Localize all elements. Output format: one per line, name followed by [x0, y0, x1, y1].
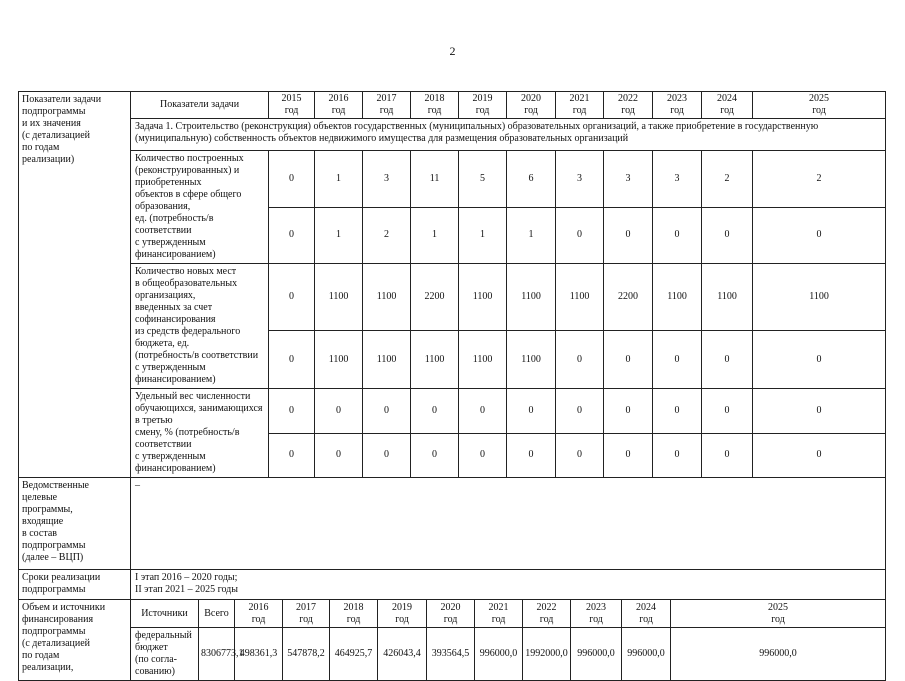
- indicator-value: 0: [702, 207, 753, 264]
- vcp-left-header-line: целевые: [22, 492, 58, 503]
- indicator-value: 0: [459, 433, 507, 478]
- year-header-cell: [753, 92, 886, 119]
- year-number: 2025: [768, 601, 789, 613]
- indicator-value: 0: [269, 207, 315, 264]
- funding-year-header: [235, 600, 283, 628]
- indicator-value: 0: [753, 331, 886, 389]
- table-row: [19, 119, 886, 151]
- year-word: год: [670, 105, 684, 116]
- indicator-value: 0: [556, 331, 604, 389]
- year-number: 2022: [618, 93, 639, 104]
- year-header-cell: [459, 92, 507, 119]
- indicator-value: 1100: [702, 264, 753, 331]
- indicator-label-line: ед. (потребность/в соответствии: [135, 213, 214, 236]
- funding-left-header-line: финансирования: [22, 614, 94, 625]
- year-number: 2016: [328, 93, 349, 104]
- year-word: год: [812, 105, 826, 116]
- funding-value: 464925,7: [330, 628, 378, 681]
- terms-value-line: II этап 2021 – 2025 годы: [135, 584, 238, 595]
- year-number: 2017: [296, 601, 317, 613]
- funding-value: 996000,0: [671, 628, 886, 681]
- year-number: 2024: [636, 601, 657, 613]
- vcp-left-header-line: Ведомственные: [22, 480, 89, 491]
- funding-left-header-line: Объем и источники: [22, 602, 106, 613]
- year-word: год: [299, 613, 313, 625]
- indicators-header: Показатели задачи: [131, 92, 269, 119]
- year-word: год: [639, 613, 653, 625]
- indicator-value: 0: [753, 433, 886, 478]
- indicator-value: 0: [753, 389, 886, 434]
- table-row: [19, 92, 886, 119]
- indicator-value: 6: [507, 151, 556, 208]
- year-word: год: [346, 613, 361, 625]
- year-number: 2021: [488, 601, 509, 613]
- indicator-value: 0: [702, 331, 753, 389]
- year-number: 2023: [667, 93, 688, 104]
- year-number: 2023: [586, 601, 607, 613]
- funding-left-header-line: (с детализацией: [22, 638, 91, 649]
- indicator-value: 0: [315, 389, 363, 434]
- funding-value: 393564,5: [427, 628, 475, 681]
- indicator-value: 0: [753, 207, 886, 264]
- funding-left-header-line: реализации,: [22, 662, 74, 673]
- year-number: 2025: [809, 93, 830, 104]
- year-header-cell: [315, 92, 363, 119]
- table-row: [19, 389, 886, 434]
- indicator-label-line: (реконструированных) и приобретенных: [135, 165, 240, 188]
- indicator-value: 0: [315, 433, 363, 478]
- year-number: 2015: [281, 93, 302, 104]
- indicator-value: 0: [604, 207, 653, 264]
- year-header-cell: [702, 92, 753, 119]
- indicator-value: 0: [702, 433, 753, 478]
- year-number: 2020: [440, 601, 461, 613]
- indicator-value: 1100: [753, 264, 886, 331]
- year-word: год: [251, 613, 266, 625]
- indicator-value: 1100: [363, 331, 411, 389]
- subprogram-passport-table: [18, 91, 886, 681]
- indicator-value: 0: [459, 389, 507, 434]
- indicator-value: 0: [269, 331, 315, 389]
- funding-source-label-line: федеральный: [135, 630, 192, 641]
- funding-source-label-line: сованию): [135, 666, 175, 677]
- indicator-value: 0: [269, 433, 315, 478]
- year-word: год: [524, 105, 538, 116]
- indicator-value: 0: [411, 433, 459, 478]
- indicators-left-header-line: Показатели задачи: [22, 94, 102, 105]
- page-number: 2: [449, 44, 456, 58]
- indicator-value: 0: [556, 207, 604, 264]
- year-header-cell: [507, 92, 556, 119]
- table-row: [19, 478, 886, 570]
- indicator-label-line: введенных за счет софинансирования: [135, 302, 216, 325]
- indicator-label-line: Удельный вес численности: [135, 391, 251, 402]
- year-header-cell: [411, 92, 459, 119]
- year-word: год: [395, 613, 409, 625]
- year-number: 2019: [392, 601, 413, 613]
- funding-year-header: [427, 600, 475, 628]
- funding-value: 1992000,0: [523, 628, 571, 681]
- indicator-value: 1100: [363, 264, 411, 331]
- year-word: год: [771, 613, 785, 625]
- table-row: [19, 151, 886, 208]
- indicator-value: 0: [653, 207, 702, 264]
- funding-total: 8306773,1: [199, 628, 235, 681]
- indicator-value: 1100: [459, 331, 507, 389]
- table-row: [19, 264, 886, 331]
- indicator-value: 0: [507, 389, 556, 434]
- task-text: Задача 1. Строительство (реконструкция) объектов государственных (муниципальных) образовательных организаций, а также приобретение в государственную (муниципальную) собственность объектов недвижимого имущества для размещения образовательных организаций: [131, 119, 886, 151]
- funding-value: 996000,0: [622, 628, 671, 681]
- indicator-label-line: объектов в сфере общего образования,: [135, 189, 242, 212]
- funding-year-header: [523, 600, 571, 628]
- year-word: год: [443, 613, 458, 625]
- funding-source-label: [131, 628, 199, 681]
- sources-header: Источники: [131, 600, 199, 628]
- vcp-left-header: [19, 478, 131, 570]
- indicator-label-line: смену, % (потребность/в соответствии: [135, 427, 240, 450]
- terms-left-header-line: Сроки реализации: [22, 572, 101, 583]
- year-number: 2016: [248, 601, 269, 613]
- indicator-value: 1: [411, 207, 459, 264]
- year-word: год: [589, 613, 603, 625]
- indicator-value: 3: [653, 151, 702, 208]
- year-number: 2018: [424, 93, 445, 104]
- funding-source-label-line: (по согла-: [135, 654, 177, 665]
- indicators-left-header-line: реализации): [22, 154, 75, 165]
- year-word: год: [475, 105, 490, 116]
- table-row: [19, 628, 886, 681]
- indicator-value: 3: [556, 151, 604, 208]
- indicator-value: 1100: [315, 264, 363, 331]
- funding-year-header: [622, 600, 671, 628]
- terms-left-header: [19, 570, 131, 600]
- indicator-value: 1100: [653, 264, 702, 331]
- indicator-value: 1: [459, 207, 507, 264]
- indicator-value: 11: [411, 151, 459, 208]
- indicator-value: 1100: [315, 331, 363, 389]
- indicator-value: 1100: [507, 331, 556, 389]
- indicator-label: [131, 264, 269, 389]
- indicator-value: 0: [269, 264, 315, 331]
- indicator-label: [131, 389, 269, 478]
- indicator-value: 0: [653, 331, 702, 389]
- vcp-left-header-line: подпрограммы: [22, 540, 86, 551]
- total-header: Всего: [199, 600, 235, 628]
- indicator-label-line: Количество новых мест: [135, 266, 237, 277]
- table-row: [19, 570, 886, 600]
- funding-year-header: [330, 600, 378, 628]
- vcp-left-header-line: в состав: [22, 528, 57, 539]
- indicator-value: 0: [653, 389, 702, 434]
- year-number: 2019: [472, 93, 493, 104]
- vcp-left-header-line: входящие: [22, 516, 64, 527]
- funding-left-header-line: подпрограммы: [22, 626, 86, 637]
- year-number: 2024: [717, 93, 738, 104]
- vcp-left-header-line: программы,: [22, 504, 73, 515]
- indicator-value: 1100: [507, 264, 556, 331]
- table-row: [19, 600, 886, 628]
- indicator-value: 0: [411, 389, 459, 434]
- funding-left-header-line: по годам: [22, 650, 60, 661]
- terms-value: [131, 570, 886, 600]
- indicator-value: 2: [363, 207, 411, 264]
- indicator-value: 0: [604, 433, 653, 478]
- year-word: год: [284, 105, 299, 116]
- funding-year-header: [571, 600, 622, 628]
- indicator-label-line: в общеобразовательных организациях,: [135, 278, 238, 301]
- indicators-left-header-line: (с детализацией: [22, 130, 91, 141]
- indicator-value: 0: [604, 331, 653, 389]
- funding-year-header: [378, 600, 427, 628]
- year-number: 2021: [569, 93, 590, 104]
- indicator-label-line: с утвержденным финансированием): [135, 237, 216, 260]
- funding-year-header: [671, 600, 886, 628]
- funding-value: 498361,3: [235, 628, 283, 681]
- indicator-value: 1100: [411, 331, 459, 389]
- funding-left-header: [19, 600, 131, 681]
- indicator-value: 0: [269, 389, 315, 434]
- funding-value: 426043,4: [378, 628, 427, 681]
- year-header-cell: [556, 92, 604, 119]
- indicator-label-line: обучающихся, занимающихся в третью: [135, 403, 263, 426]
- indicator-value: 3: [604, 151, 653, 208]
- year-header-cell: [363, 92, 411, 119]
- year-word: год: [379, 105, 394, 116]
- year-header-cell: [269, 92, 315, 119]
- indicator-label-line: Количество построенных: [135, 153, 244, 164]
- indicator-value: 1100: [459, 264, 507, 331]
- year-word: год: [621, 105, 635, 116]
- year-number: 2018: [343, 601, 364, 613]
- year-word: год: [331, 105, 346, 116]
- vcp-left-header-line: (далее – ВЦП): [22, 552, 84, 563]
- terms-left-header-line: подпрограммы: [22, 584, 86, 595]
- indicator-label-line: из средств федерального бюджета, ед.: [135, 326, 241, 349]
- indicator-label: [131, 151, 269, 264]
- indicators-left-header-line: подпрограммы: [22, 106, 86, 117]
- year-word: год: [539, 613, 554, 625]
- indicator-value: 1100: [556, 264, 604, 331]
- indicator-value: 0: [702, 389, 753, 434]
- year-header-cell: [604, 92, 653, 119]
- indicator-value: 0: [556, 433, 604, 478]
- year-header-cell: [653, 92, 702, 119]
- indicator-value: 0: [653, 433, 702, 478]
- year-word: год: [720, 105, 734, 116]
- funding-source-label-line: бюджет: [135, 642, 168, 653]
- year-number: 2017: [376, 93, 397, 104]
- indicator-value: 2200: [604, 264, 653, 331]
- indicator-value: 3: [363, 151, 411, 208]
- indicator-value: 1: [507, 207, 556, 264]
- funding-year-header: [475, 600, 523, 628]
- indicator-value: 2: [753, 151, 886, 208]
- indicator-label-line: с утвержденным финансированием): [135, 451, 216, 474]
- indicator-value: 0: [363, 389, 411, 434]
- funding-value: 996000,0: [475, 628, 523, 681]
- indicator-label-line: с утвержденным финансированием): [135, 362, 216, 385]
- year-word: год: [427, 105, 442, 116]
- terms-value-line: I этап 2016 – 2020 годы;: [135, 572, 238, 583]
- indicator-value: 1: [315, 207, 363, 264]
- year-number: 2020: [521, 93, 542, 104]
- year-number: 2022: [536, 601, 557, 613]
- indicators-left-header-line: и их значения: [22, 118, 81, 129]
- indicator-value: 0: [507, 433, 556, 478]
- indicators-left-header-line: по годам: [22, 142, 60, 153]
- indicator-value: 0: [604, 389, 653, 434]
- indicator-value: 0: [363, 433, 411, 478]
- funding-value: 547878,2: [283, 628, 330, 681]
- indicator-value: 2: [702, 151, 753, 208]
- vcp-value: –: [131, 478, 886, 570]
- indicator-value: 5: [459, 151, 507, 208]
- indicators-left-header: [19, 92, 131, 478]
- indicator-value: 2200: [411, 264, 459, 331]
- indicator-value: 1: [315, 151, 363, 208]
- indicator-value: 0: [269, 151, 315, 208]
- indicator-value: 0: [556, 389, 604, 434]
- year-word: год: [491, 613, 506, 625]
- funding-year-header: [283, 600, 330, 628]
- indicator-label-line: (потребность/в соответствии: [135, 350, 259, 361]
- funding-value: 996000,0: [571, 628, 622, 681]
- year-word: год: [572, 105, 587, 116]
